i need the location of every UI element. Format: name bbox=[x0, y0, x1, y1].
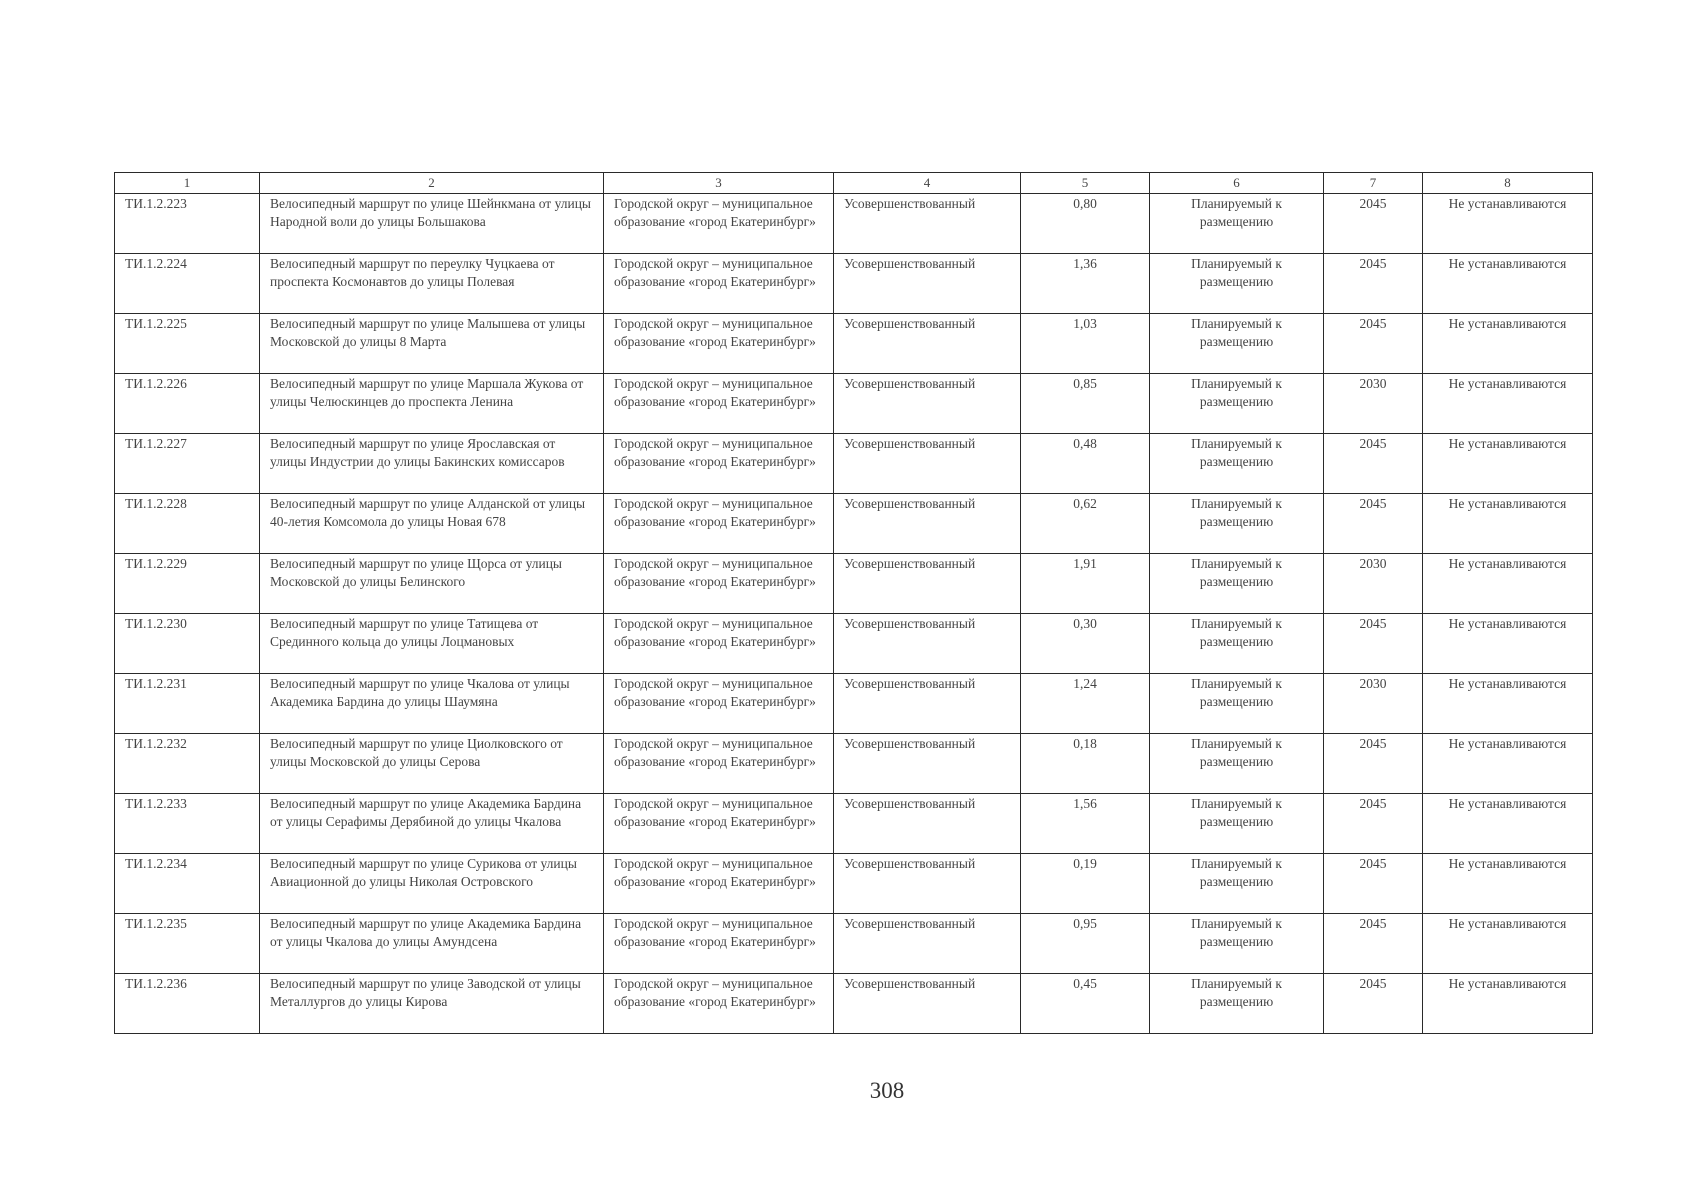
object-name-cell: Велосипедный маршрут по улице Академика Бардина от улицы Чкалова до улицы Амундсена bbox=[260, 914, 604, 974]
length-cell: 1,56 bbox=[1021, 794, 1150, 854]
object-name-cell: Велосипедный маршрут по улице Алданской от улицы 40-летия Комсомола до улицы Новая 678 bbox=[260, 494, 604, 554]
table-row bbox=[115, 674, 1593, 734]
surface-type-cell: Усовершенствованный bbox=[834, 734, 1021, 794]
object-code-cell: ТИ.1.2.227 bbox=[115, 434, 260, 494]
surface-type-cell: Усовершенствованный bbox=[834, 914, 1021, 974]
year-cell: 2030 bbox=[1324, 674, 1423, 734]
length-cell: 1,36 bbox=[1021, 254, 1150, 314]
object-name-cell: Велосипедный маршрут по улице Сурикова от улицы Авиационной до улицы Николая Островского bbox=[260, 854, 604, 914]
length-cell: 0,62 bbox=[1021, 494, 1150, 554]
zones-cell: Не устанавливаются bbox=[1423, 314, 1593, 374]
object-code-cell: ТИ.1.2.225 bbox=[115, 314, 260, 374]
zones-cell: Не устанавливаются bbox=[1423, 614, 1593, 674]
status-cell: Планируемый к размещению bbox=[1150, 194, 1324, 254]
table-header bbox=[115, 173, 1593, 194]
table-row bbox=[115, 854, 1593, 914]
length-cell: 0,18 bbox=[1021, 734, 1150, 794]
zones-cell: Не устанавливаются bbox=[1423, 494, 1593, 554]
column-header: 5 bbox=[1021, 173, 1150, 194]
column-header: 7 bbox=[1324, 173, 1423, 194]
year-cell: 2045 bbox=[1324, 254, 1423, 314]
object-code-cell: ТИ.1.2.223 bbox=[115, 194, 260, 254]
owner-cell: Городской округ – муниципальное образование «город Екатеринбург» bbox=[604, 254, 834, 314]
status-cell: Планируемый к размещению bbox=[1150, 314, 1324, 374]
surface-type-cell: Усовершенствованный bbox=[834, 974, 1021, 1034]
status-cell: Планируемый к размещению bbox=[1150, 614, 1324, 674]
object-name-cell: Велосипедный маршрут по улице Малышева от улицы Московской до улицы 8 Марта bbox=[260, 314, 604, 374]
status-cell: Планируемый к размещению bbox=[1150, 434, 1324, 494]
object-code-cell: ТИ.1.2.228 bbox=[115, 494, 260, 554]
table-row bbox=[115, 434, 1593, 494]
object-name-cell: Велосипедный маршрут по улице Щорса от улицы Московской до улицы Белинского bbox=[260, 554, 604, 614]
table-row bbox=[115, 614, 1593, 674]
object-code-cell: ТИ.1.2.234 bbox=[115, 854, 260, 914]
year-cell: 2045 bbox=[1324, 194, 1423, 254]
object-code-cell: ТИ.1.2.232 bbox=[115, 734, 260, 794]
object-name-cell: Велосипедный маршрут по улице Маршала Жукова от улицы Челюскинцев до проспекта Ленина bbox=[260, 374, 604, 434]
object-name-cell: Велосипедный маршрут по улице Заводской от улицы Металлургов до улицы Кирова bbox=[260, 974, 604, 1034]
surface-type-cell: Усовершенствованный bbox=[834, 494, 1021, 554]
zones-cell: Не устанавливаются bbox=[1423, 254, 1593, 314]
table-row bbox=[115, 494, 1593, 554]
infrastructure-table bbox=[114, 172, 1593, 1034]
status-cell: Планируемый к размещению bbox=[1150, 554, 1324, 614]
object-name-cell: Велосипедный маршрут по улице Шейнкмана от улицы Народной воли до улицы Большакова bbox=[260, 194, 604, 254]
status-cell: Планируемый к размещению bbox=[1150, 674, 1324, 734]
zones-cell: Не устанавливаются bbox=[1423, 974, 1593, 1034]
status-cell: Планируемый к размещению bbox=[1150, 914, 1324, 974]
column-header: 6 bbox=[1150, 173, 1324, 194]
object-name-cell: Велосипедный маршрут по улице Татищева от Срединного кольца до улицы Лоцмановых bbox=[260, 614, 604, 674]
status-cell: Планируемый к размещению bbox=[1150, 734, 1324, 794]
year-cell: 2045 bbox=[1324, 494, 1423, 554]
object-name-cell: Велосипедный маршрут по улице Чкалова от улицы Академика Бардина до улицы Шаумяна bbox=[260, 674, 604, 734]
status-cell: Планируемый к размещению bbox=[1150, 854, 1324, 914]
zones-cell: Не устанавливаются bbox=[1423, 674, 1593, 734]
table-row bbox=[115, 314, 1593, 374]
zones-cell: Не устанавливаются bbox=[1423, 554, 1593, 614]
object-code-cell: ТИ.1.2.226 bbox=[115, 374, 260, 434]
year-cell: 2030 bbox=[1324, 374, 1423, 434]
year-cell: 2045 bbox=[1324, 854, 1423, 914]
object-code-cell: ТИ.1.2.224 bbox=[115, 254, 260, 314]
owner-cell: Городской округ – муниципальное образование «город Екатеринбург» bbox=[604, 494, 834, 554]
owner-cell: Городской округ – муниципальное образование «город Екатеринбург» bbox=[604, 854, 834, 914]
column-header: 2 bbox=[260, 173, 604, 194]
length-cell: 0,19 bbox=[1021, 854, 1150, 914]
year-cell: 2045 bbox=[1324, 914, 1423, 974]
length-cell: 0,85 bbox=[1021, 374, 1150, 434]
zones-cell: Не устанавливаются bbox=[1423, 794, 1593, 854]
surface-type-cell: Усовершенствованный bbox=[834, 854, 1021, 914]
object-code-cell: ТИ.1.2.233 bbox=[115, 794, 260, 854]
year-cell: 2030 bbox=[1324, 554, 1423, 614]
object-code-cell: ТИ.1.2.231 bbox=[115, 674, 260, 734]
year-cell: 2045 bbox=[1324, 614, 1423, 674]
zones-cell: Не устанавливаются bbox=[1423, 374, 1593, 434]
status-cell: Планируемый к размещению bbox=[1150, 494, 1324, 554]
year-cell: 2045 bbox=[1324, 314, 1423, 374]
length-cell: 0,80 bbox=[1021, 194, 1150, 254]
table-body bbox=[115, 194, 1593, 1034]
length-cell: 0,48 bbox=[1021, 434, 1150, 494]
length-cell: 0,30 bbox=[1021, 614, 1150, 674]
page-number: 308 bbox=[869, 1078, 905, 1103]
zones-cell: Не устанавливаются bbox=[1423, 194, 1593, 254]
surface-type-cell: Усовершенствованный bbox=[834, 434, 1021, 494]
surface-type-cell: Усовершенствованный bbox=[834, 374, 1021, 434]
length-cell: 1,91 bbox=[1021, 554, 1150, 614]
status-cell: Планируемый к размещению bbox=[1150, 794, 1324, 854]
object-name-cell: Велосипедный маршрут по улице Ярославская от улицы Индустрии до улицы Бакинских комиссаров bbox=[260, 434, 604, 494]
owner-cell: Городской округ – муниципальное образование «город Екатеринбург» bbox=[604, 314, 834, 374]
table-row bbox=[115, 734, 1593, 794]
year-cell: 2045 bbox=[1324, 794, 1423, 854]
header-row bbox=[115, 173, 1593, 194]
surface-type-cell: Усовершенствованный bbox=[834, 254, 1021, 314]
owner-cell: Городской округ – муниципальное образование «город Екатеринбург» bbox=[604, 794, 834, 854]
owner-cell: Городской округ – муниципальное образование «город Екатеринбург» bbox=[604, 674, 834, 734]
surface-type-cell: Усовершенствованный bbox=[834, 674, 1021, 734]
year-cell: 2045 bbox=[1324, 434, 1423, 494]
status-cell: Планируемый к размещению bbox=[1150, 374, 1324, 434]
owner-cell: Городской округ – муниципальное образование «город Екатеринбург» bbox=[604, 194, 834, 254]
table-row bbox=[115, 794, 1593, 854]
column-header: 4 bbox=[834, 173, 1021, 194]
status-cell: Планируемый к размещению bbox=[1150, 254, 1324, 314]
column-header: 8 bbox=[1423, 173, 1593, 194]
length-cell: 0,45 bbox=[1021, 974, 1150, 1034]
owner-cell: Городской округ – муниципальное образование «город Екатеринбург» bbox=[604, 974, 834, 1034]
owner-cell: Городской округ – муниципальное образование «город Екатеринбург» bbox=[604, 434, 834, 494]
status-cell: Планируемый к размещению bbox=[1150, 974, 1324, 1034]
owner-cell: Городской округ – муниципальное образование «город Екатеринбург» bbox=[604, 914, 834, 974]
owner-cell: Городской округ – муниципальное образование «город Екатеринбург» bbox=[604, 734, 834, 794]
table-row bbox=[115, 554, 1593, 614]
table-row bbox=[115, 254, 1593, 314]
surface-type-cell: Усовершенствованный bbox=[834, 554, 1021, 614]
year-cell: 2045 bbox=[1324, 734, 1423, 794]
length-cell: 1,03 bbox=[1021, 314, 1150, 374]
object-code-cell: ТИ.1.2.229 bbox=[115, 554, 260, 614]
column-header: 1 bbox=[115, 173, 260, 194]
object-name-cell: Велосипедный маршрут по улице Циолковского от улицы Московской до улицы Серова bbox=[260, 734, 604, 794]
surface-type-cell: Усовершенствованный bbox=[834, 194, 1021, 254]
object-name-cell: Велосипедный маршрут по улице Академика Бардина от улицы Серафимы Дерябиной до улицы Чкалова bbox=[260, 794, 604, 854]
surface-type-cell: Усовершенствованный bbox=[834, 794, 1021, 854]
owner-cell: Городской округ – муниципальное образование «город Екатеринбург» bbox=[604, 554, 834, 614]
zones-cell: Не устанавливаются bbox=[1423, 734, 1593, 794]
length-cell: 1,24 bbox=[1021, 674, 1150, 734]
year-cell: 2045 bbox=[1324, 974, 1423, 1034]
column-header: 3 bbox=[604, 173, 834, 194]
table-row bbox=[115, 974, 1593, 1034]
zones-cell: Не устанавливаются bbox=[1423, 854, 1593, 914]
table-row bbox=[115, 374, 1593, 434]
owner-cell: Городской округ – муниципальное образование «город Екатеринбург» bbox=[604, 374, 834, 434]
owner-cell: Городской округ – муниципальное образование «город Екатеринбург» bbox=[604, 614, 834, 674]
object-code-cell: ТИ.1.2.235 bbox=[115, 914, 260, 974]
zones-cell: Не устанавливаются bbox=[1423, 914, 1593, 974]
object-code-cell: ТИ.1.2.230 bbox=[115, 614, 260, 674]
object-name-cell: Велосипедный маршрут по переулку Чуцкаева от проспекта Космонавтов до улицы Полевая bbox=[260, 254, 604, 314]
length-cell: 0,95 bbox=[1021, 914, 1150, 974]
surface-type-cell: Усовершенствованный bbox=[834, 314, 1021, 374]
object-code-cell: ТИ.1.2.236 bbox=[115, 974, 260, 1034]
table-row bbox=[115, 194, 1593, 254]
surface-type-cell: Усовершенствованный bbox=[834, 614, 1021, 674]
table-row bbox=[115, 914, 1593, 974]
zones-cell: Не устанавливаются bbox=[1423, 434, 1593, 494]
